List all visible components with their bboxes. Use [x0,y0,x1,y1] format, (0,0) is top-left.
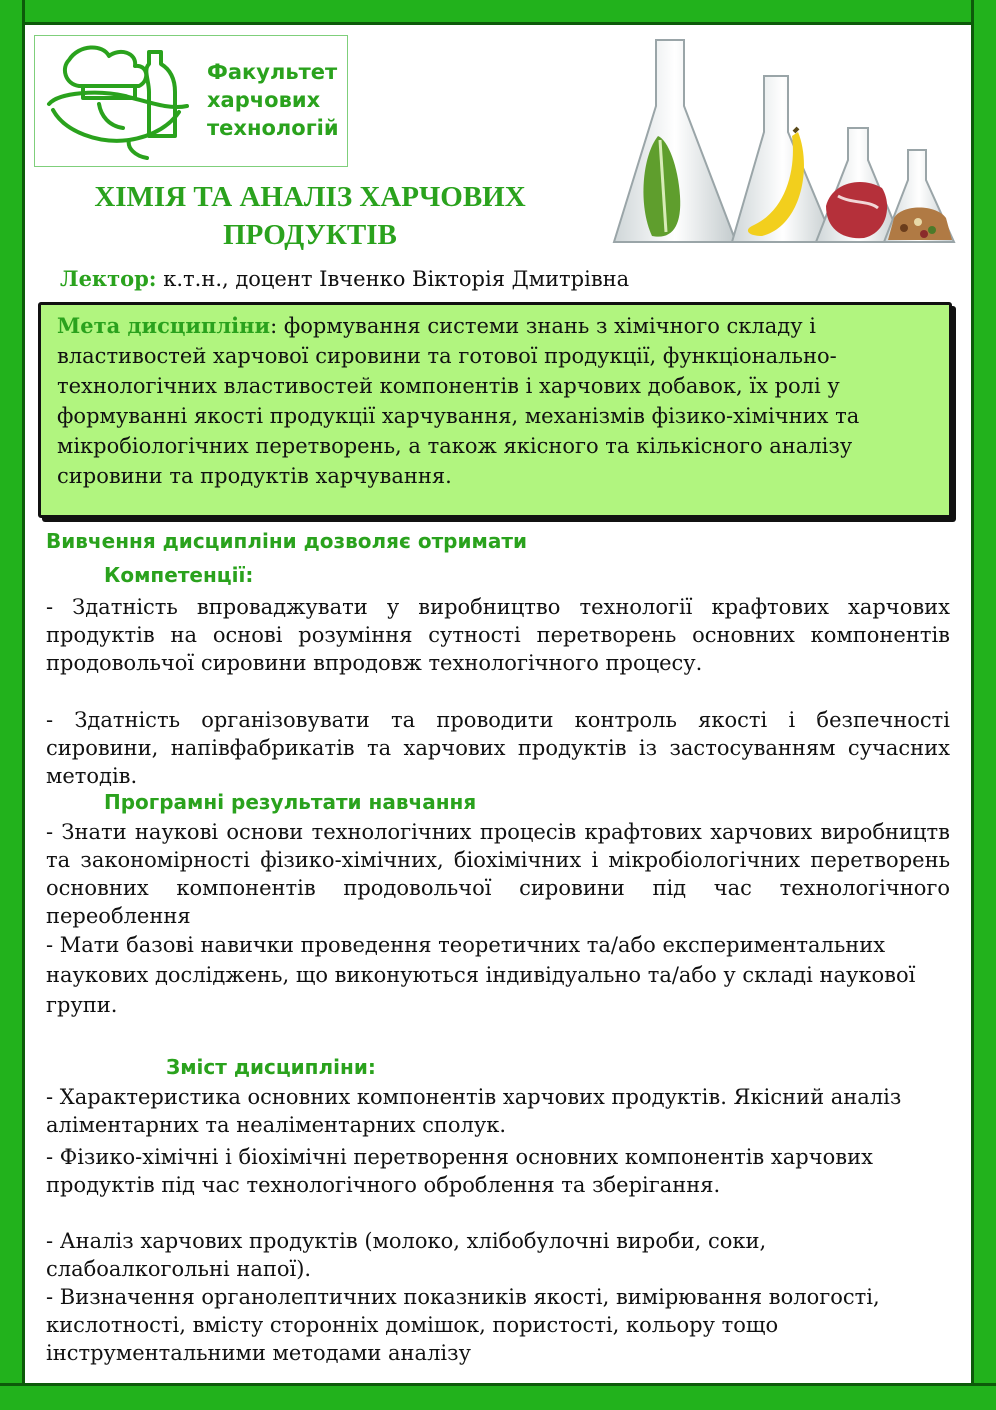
frame-bottom [0,1383,996,1410]
faculty-name-line: технологій [207,116,339,140]
flask-nuts-icon [884,150,954,242]
content-item: - Аналіз харчових продуктів (молоко, хлібобулочні вироби, соки, слабоалкогольні напої). [46,1229,767,1281]
flask-lettuce-icon [614,40,736,242]
program-result-item: - Знати наукові основи технологічних процесів крафтових харчових виробництв та закономірності фізико-хімічних, біохімічних і мікробіологічних перетворень основних компонентів продовольчої сировини під час технологічного переоблення [46,820,950,928]
faculty-name-line: Факультет [207,60,338,84]
goal-text [57,311,937,491]
page-title [40,178,580,254]
flask-meat-icon [816,128,902,242]
program-results-heading: Програмні результати навчання [104,790,477,814]
competencies-heading: Компетенції: [104,563,254,587]
faculty-name [207,58,347,142]
program-result-item: - Мати базові навички проведення теоретичних та/або експериментальних наукових досліджень, що виконуються індивідуально та/або у складі наукової групи. [46,933,916,1017]
lector-text: к.т.н., доцент Івченко Вікторія Дмитрівна [156,267,630,291]
page-title-line: ПРОДУКТІВ [223,219,397,251]
content-item: - Визначення органолептичних показників якості, вимірювання вологості, кислотності, вмісту сторонніх домішок, пористості, кольору тощо інструментальними методами аналізу [46,1285,880,1365]
frame-right [971,0,996,1407]
faculty-logo [34,35,348,167]
competency-item: - Здатність впроваджувати у виробництво технології крафтових харчових продуктів на основі розуміння сутності перетворень основних компонентів продовольчої сировини впродовж технологічного процесу. [46,595,950,675]
frame-top [0,0,996,25]
lector-label: Лектор: [60,266,157,291]
goal-description: : формування системи знань з хімічного складу і властивостей харчової сировини та готової продукції, функціонально-технологічних властивостей компонентів і харчових добавок, їх ролі у формуванні якості продукції харчування, механізмів фізико-хімічних та мікробіологічних перетворень, а також якісного та кількісного аналізу сировини та продуктів харчування. [57,314,860,488]
content-item: - Фізико-хімічні і біохімічні перетворення основних компонентів харчових продуктів під час технологічного оброблення та зберігання. [46,1145,873,1197]
faculty-name-line: харчових [207,88,321,112]
frame-left [0,0,25,1407]
goal-box [38,302,952,518]
flasks-illustration [612,36,957,256]
content-item: - Характеристика основних компонентів харчових продуктів. Якісний аналіз аліментарних та неаліментарних сполук. [46,1085,902,1137]
lector-line [60,266,629,291]
flask-banana-icon [732,76,834,242]
goal-label: Мета дисципліни [57,313,271,338]
competency-item: - Здатність організовувати та проводити контроль якості і безпечності сировини, напівфабрикатів та харчових продуктів із застосуванням сучасних методів. [46,708,950,788]
study-heading: Вивчення дисципліни дозволяє отримати [46,529,527,553]
content-heading: Зміст дисципліни: [166,1055,376,1079]
page-title-line: ХІМІЯ ТА АНАЛІЗ ХАРЧОВИХ [94,181,526,213]
faculty-logo-icon [39,40,203,162]
